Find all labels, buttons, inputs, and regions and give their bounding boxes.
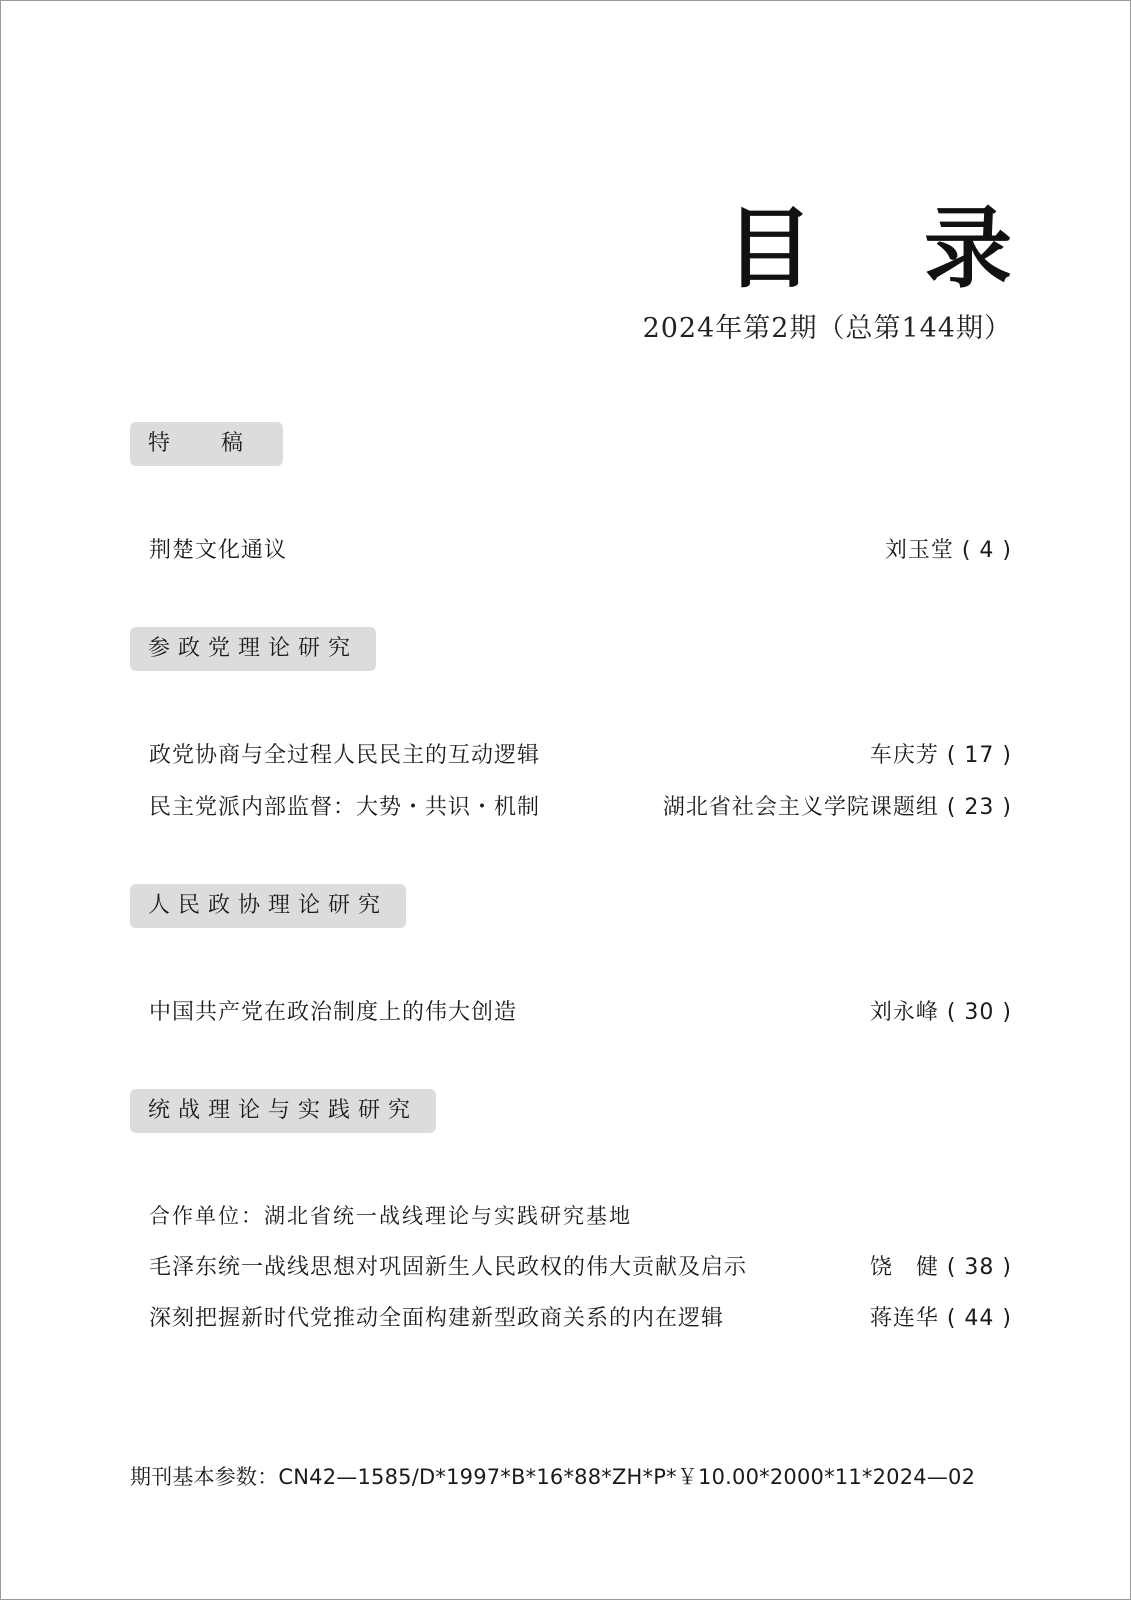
toc-entry[interactable]: [149, 533, 1012, 564]
section-header-special: [130, 422, 283, 466]
section-header-cppcc-theory: [130, 884, 406, 928]
entry-page: ( 23 ): [946, 795, 1012, 820]
entry-author: 饶 健: [869, 1255, 939, 1280]
entry-author: 湖北省社会主义学院课题组: [662, 795, 939, 820]
entry-title: 荆楚文化通议: [149, 538, 288, 563]
journal-parameters: 期刊基本参数：CN42—1585/D*1997*B*16*88*ZH*P*￥10.00*2000*11*2024—02: [130, 1465, 976, 1489]
entry-author-page: [870, 738, 1012, 769]
section-header-united-front: [130, 1089, 436, 1133]
entry-page: ( 38 ): [946, 1255, 1012, 1280]
section-label: 人民政协理论研究: [130, 884, 406, 928]
page-title: 目 录: [725, 196, 1052, 300]
issue-info: 2024年第2期（总第144期）: [642, 313, 1012, 344]
entry-title: 毛泽东统一战线思想对巩固新生人民政权的伟大贡献及启示: [149, 1255, 748, 1280]
entry-author: 车庆芳: [869, 743, 939, 768]
entry-title: 深刻把握新时代党推动全面构建新型政商关系的内在逻辑: [149, 1306, 725, 1331]
entry-page: ( 30 ): [946, 1000, 1012, 1025]
entry-page: ( 17 ): [946, 743, 1012, 768]
entry-title: 中国共产党在政治制度上的伟大创造: [149, 1000, 518, 1025]
toc-entry[interactable]: [149, 790, 1012, 821]
entry-title: 政党协商与全过程人民民主的互动逻辑: [149, 743, 541, 768]
toc-entry[interactable]: [149, 1250, 1012, 1281]
entry-author-page: [870, 995, 1012, 1026]
partner-note: 合作单位：湖北省统一战线理论与实践研究基地: [149, 1204, 632, 1228]
entry-page: ( 44 ): [946, 1306, 1012, 1331]
section-label: 特 稿: [130, 422, 283, 466]
entry-author-page: [870, 1250, 1012, 1281]
toc-entry[interactable]: [149, 738, 1012, 769]
entry-title: 民主党派内部监督：大势・共识・机制: [149, 795, 541, 820]
entry-author-page: [885, 533, 1012, 564]
section-label: 参政党理论研究: [130, 627, 376, 671]
entry-author: 蒋连华: [869, 1306, 939, 1331]
entry-author-page: [663, 790, 1012, 821]
entry-page: ( 4 ): [961, 538, 1012, 563]
entry-author: 刘玉堂: [884, 538, 954, 563]
section-header-party-theory: [130, 627, 376, 671]
entry-author-page: [870, 1301, 1012, 1332]
entry-author: 刘永峰: [869, 1000, 939, 1025]
section-label: 统战理论与实践研究: [130, 1089, 436, 1133]
toc-entry[interactable]: [149, 995, 1012, 1026]
toc-entry[interactable]: [149, 1301, 1012, 1332]
